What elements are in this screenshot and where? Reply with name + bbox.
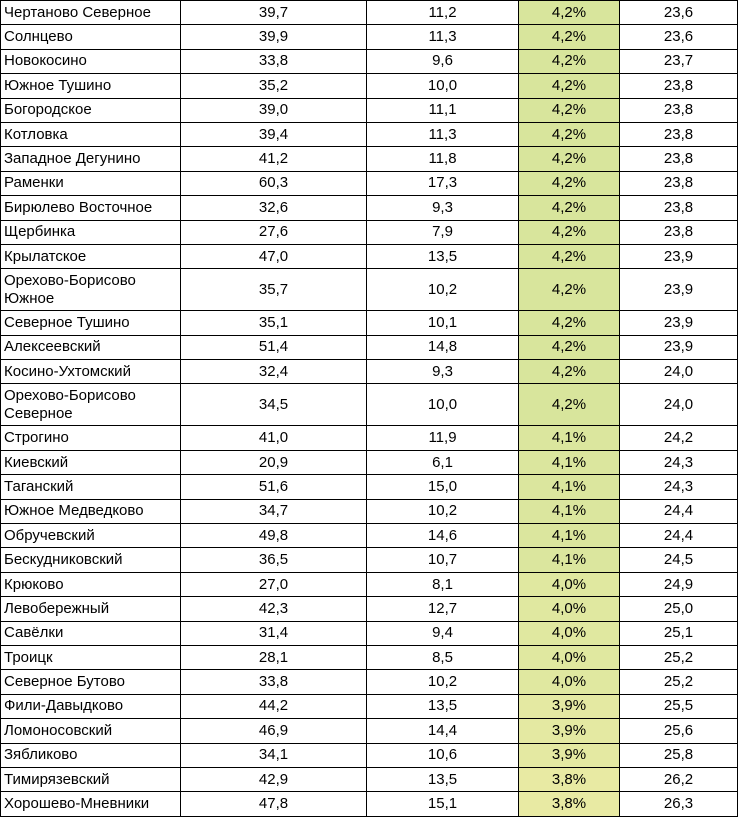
value-cell[interactable]: 34,1 — [181, 743, 367, 767]
value-cell[interactable]: 9,3 — [367, 360, 519, 384]
percent-cell[interactable]: 4,1% — [519, 524, 620, 548]
percent-cell[interactable]: 4,2% — [519, 335, 620, 359]
table-row — [1, 220, 738, 244]
district-name-cell[interactable]: Орехово-Борисово Северное — [1, 384, 181, 426]
table-row — [1, 311, 738, 335]
value-cell[interactable]: 24,2 — [620, 426, 738, 450]
table-row — [1, 475, 738, 499]
value-cell[interactable]: 35,2 — [181, 74, 367, 98]
value-cell[interactable]: 15,0 — [367, 475, 519, 499]
value-cell[interactable]: 24,9 — [620, 572, 738, 596]
value-cell[interactable]: 23,7 — [620, 49, 738, 73]
value-cell[interactable]: 13,5 — [367, 694, 519, 718]
value-cell[interactable]: 39,0 — [181, 98, 367, 122]
value-cell[interactable]: 9,6 — [367, 49, 519, 73]
percent-cell[interactable]: 4,2% — [519, 122, 620, 146]
value-cell[interactable]: 60,3 — [181, 171, 367, 195]
district-name-cell[interactable]: Западное Дегунино — [1, 147, 181, 171]
percent-cell[interactable]: 4,2% — [519, 360, 620, 384]
table-row — [1, 360, 738, 384]
value-cell[interactable]: 39,9 — [181, 25, 367, 49]
table-row — [1, 25, 738, 49]
value-cell[interactable]: 23,6 — [620, 1, 738, 25]
percent-cell[interactable]: 4,0% — [519, 645, 620, 669]
value-cell[interactable]: 10,7 — [367, 548, 519, 572]
percent-cell[interactable]: 4,1% — [519, 548, 620, 572]
district-name-cell[interactable]: Строгино — [1, 426, 181, 450]
percent-cell[interactable]: 4,2% — [519, 98, 620, 122]
value-cell[interactable]: 34,7 — [181, 499, 367, 523]
district-name-cell[interactable]: Бескудниковский — [1, 548, 181, 572]
district-name-cell[interactable]: Косино-Ухтомский — [1, 360, 181, 384]
value-cell[interactable]: 25,1 — [620, 621, 738, 645]
value-cell[interactable]: 41,0 — [181, 426, 367, 450]
district-name-cell[interactable]: Бирюлево Восточное — [1, 196, 181, 220]
district-name-cell[interactable]: Новокосино — [1, 49, 181, 73]
percent-cell[interactable]: 3,8% — [519, 792, 620, 816]
value-cell[interactable]: 14,8 — [367, 335, 519, 359]
table-row — [1, 499, 738, 523]
value-cell[interactable]: 41,2 — [181, 147, 367, 171]
value-cell[interactable]: 24,3 — [620, 475, 738, 499]
value-cell[interactable]: 7,9 — [367, 220, 519, 244]
percent-cell[interactable]: 4,2% — [519, 220, 620, 244]
value-cell[interactable]: 11,9 — [367, 426, 519, 450]
value-cell[interactable]: 27,0 — [181, 572, 367, 596]
value-cell[interactable]: 25,6 — [620, 719, 738, 743]
value-cell[interactable]: 47,0 — [181, 244, 367, 268]
value-cell[interactable]: 11,8 — [367, 147, 519, 171]
table-row — [1, 122, 738, 146]
district-name-cell[interactable]: Киевский — [1, 450, 181, 474]
table-row — [1, 621, 738, 645]
table-row — [1, 1, 738, 25]
table-row — [1, 645, 738, 669]
percent-cell[interactable]: 4,2% — [519, 311, 620, 335]
district-name-cell[interactable]: Орехово-Борисово Южное — [1, 269, 181, 311]
value-cell[interactable]: 14,4 — [367, 719, 519, 743]
value-cell[interactable]: 51,6 — [181, 475, 367, 499]
value-cell[interactable]: 23,9 — [620, 311, 738, 335]
table-row — [1, 694, 738, 718]
district-name-cell[interactable]: Зябликово — [1, 743, 181, 767]
percent-cell[interactable]: 4,2% — [519, 1, 620, 25]
district-name-cell[interactable]: Раменки — [1, 171, 181, 195]
percent-cell[interactable]: 4,0% — [519, 670, 620, 694]
value-cell[interactable]: 25,8 — [620, 743, 738, 767]
value-cell[interactable]: 33,8 — [181, 670, 367, 694]
value-cell[interactable]: 13,5 — [367, 244, 519, 268]
value-cell[interactable]: 23,8 — [620, 196, 738, 220]
percent-cell[interactable]: 4,2% — [519, 269, 620, 311]
district-name-cell[interactable]: Тимирязевский — [1, 767, 181, 791]
percent-cell[interactable]: 4,1% — [519, 499, 620, 523]
value-cell[interactable]: 12,7 — [367, 597, 519, 621]
table-row — [1, 171, 738, 195]
district-name-cell[interactable]: Алексеевский — [1, 335, 181, 359]
table-row — [1, 196, 738, 220]
value-cell[interactable]: 10,0 — [367, 384, 519, 426]
value-cell[interactable]: 20,9 — [181, 450, 367, 474]
value-cell[interactable]: 9,4 — [367, 621, 519, 645]
value-cell[interactable]: 24,4 — [620, 524, 738, 548]
table-row — [1, 426, 738, 450]
value-cell[interactable]: 23,6 — [620, 25, 738, 49]
value-cell[interactable]: 24,3 — [620, 450, 738, 474]
district-name-cell[interactable]: Левобережный — [1, 597, 181, 621]
value-cell[interactable]: 24,0 — [620, 384, 738, 426]
percent-cell[interactable]: 4,2% — [519, 74, 620, 98]
district-name-cell[interactable]: Хорошево-Мневники — [1, 792, 181, 816]
district-name-cell[interactable]: Северное Бутово — [1, 670, 181, 694]
value-cell[interactable]: 47,8 — [181, 792, 367, 816]
district-name-cell[interactable]: Ломоносовский — [1, 719, 181, 743]
table-body — [1, 1, 738, 817]
district-name-cell[interactable]: Котловка — [1, 122, 181, 146]
percent-cell[interactable]: 4,2% — [519, 196, 620, 220]
percent-cell[interactable]: 3,9% — [519, 694, 620, 718]
value-cell[interactable]: 51,4 — [181, 335, 367, 359]
value-cell[interactable]: 8,1 — [367, 572, 519, 596]
value-cell[interactable]: 13,5 — [367, 767, 519, 791]
value-cell[interactable]: 17,3 — [367, 171, 519, 195]
table-row — [1, 792, 738, 816]
table-row — [1, 743, 738, 767]
percent-cell[interactable]: 4,0% — [519, 597, 620, 621]
value-cell[interactable]: 23,8 — [620, 171, 738, 195]
value-cell[interactable]: 9,3 — [367, 196, 519, 220]
table-row — [1, 244, 738, 268]
value-cell[interactable]: 42,9 — [181, 767, 367, 791]
value-cell[interactable]: 10,0 — [367, 74, 519, 98]
district-name-cell[interactable]: Крылатское — [1, 244, 181, 268]
value-cell[interactable]: 28,1 — [181, 645, 367, 669]
district-name-cell[interactable]: Таганский — [1, 475, 181, 499]
value-cell[interactable]: 23,9 — [620, 269, 738, 311]
value-cell[interactable]: 49,8 — [181, 524, 367, 548]
district-name-cell[interactable]: Троицк — [1, 645, 181, 669]
value-cell[interactable]: 24,4 — [620, 499, 738, 523]
table-row — [1, 74, 738, 98]
value-cell[interactable]: 36,5 — [181, 548, 367, 572]
value-cell[interactable]: 42,3 — [181, 597, 367, 621]
value-cell[interactable]: 10,6 — [367, 743, 519, 767]
value-cell[interactable]: 25,2 — [620, 645, 738, 669]
percent-cell[interactable]: 3,9% — [519, 719, 620, 743]
table-row — [1, 767, 738, 791]
value-cell[interactable]: 32,4 — [181, 360, 367, 384]
value-cell[interactable]: 27,6 — [181, 220, 367, 244]
value-cell[interactable]: 31,4 — [181, 621, 367, 645]
table-row — [1, 524, 738, 548]
value-cell[interactable]: 8,5 — [367, 645, 519, 669]
district-name-cell[interactable]: Южное Медведково — [1, 499, 181, 523]
value-cell[interactable]: 11,3 — [367, 122, 519, 146]
value-cell[interactable]: 46,9 — [181, 719, 367, 743]
value-cell[interactable]: 23,9 — [620, 244, 738, 268]
value-cell[interactable]: 10,2 — [367, 670, 519, 694]
value-cell[interactable]: 25,0 — [620, 597, 738, 621]
value-cell[interactable]: 15,1 — [367, 792, 519, 816]
value-cell[interactable]: 39,4 — [181, 122, 367, 146]
table-row — [1, 269, 738, 311]
table-row — [1, 572, 738, 596]
table-row — [1, 450, 738, 474]
percent-cell[interactable]: 4,2% — [519, 171, 620, 195]
value-cell[interactable]: 11,2 — [367, 1, 519, 25]
value-cell[interactable]: 26,3 — [620, 792, 738, 816]
value-cell[interactable]: 24,5 — [620, 548, 738, 572]
value-cell[interactable]: 11,3 — [367, 25, 519, 49]
percent-cell[interactable]: 4,0% — [519, 621, 620, 645]
value-cell[interactable]: 44,2 — [181, 694, 367, 718]
district-name-cell[interactable]: Крюково — [1, 572, 181, 596]
district-name-cell[interactable]: Фили-Давыдково — [1, 694, 181, 718]
value-cell[interactable]: 6,1 — [367, 450, 519, 474]
table-row — [1, 670, 738, 694]
value-cell[interactable]: 25,5 — [620, 694, 738, 718]
percent-cell[interactable]: 4,1% — [519, 475, 620, 499]
value-cell[interactable]: 23,8 — [620, 74, 738, 98]
table-row — [1, 98, 738, 122]
value-cell[interactable]: 10,2 — [367, 499, 519, 523]
value-cell[interactable]: 33,8 — [181, 49, 367, 73]
district-name-cell[interactable]: Обручевский — [1, 524, 181, 548]
district-name-cell[interactable]: Северное Тушино — [1, 311, 181, 335]
district-name-cell[interactable]: Богородское — [1, 98, 181, 122]
percent-cell[interactable]: 4,2% — [519, 244, 620, 268]
percent-cell[interactable]: 4,1% — [519, 426, 620, 450]
value-cell[interactable]: 32,6 — [181, 196, 367, 220]
table-row — [1, 335, 738, 359]
percent-cell[interactable]: 4,2% — [519, 147, 620, 171]
value-cell[interactable]: 23,8 — [620, 220, 738, 244]
table-row — [1, 548, 738, 572]
table-row — [1, 384, 738, 426]
percent-cell[interactable]: 4,1% — [519, 450, 620, 474]
district-name-cell[interactable]: Савёлки — [1, 621, 181, 645]
value-cell[interactable]: 10,1 — [367, 311, 519, 335]
value-cell[interactable]: 23,8 — [620, 147, 738, 171]
value-cell[interactable]: 11,1 — [367, 98, 519, 122]
percent-cell[interactable]: 3,9% — [519, 743, 620, 767]
value-cell[interactable]: 24,0 — [620, 360, 738, 384]
value-cell[interactable]: 14,6 — [367, 524, 519, 548]
table-row — [1, 597, 738, 621]
value-cell[interactable]: 25,2 — [620, 670, 738, 694]
table-row — [1, 49, 738, 73]
value-cell[interactable]: 23,9 — [620, 335, 738, 359]
value-cell[interactable]: 23,8 — [620, 122, 738, 146]
percent-cell[interactable]: 3,8% — [519, 767, 620, 791]
district-name-cell[interactable]: Щербинка — [1, 220, 181, 244]
value-cell[interactable]: 26,2 — [620, 767, 738, 791]
value-cell[interactable]: 23,8 — [620, 98, 738, 122]
district-name-cell[interactable]: Южное Тушино — [1, 74, 181, 98]
district-name-cell[interactable]: Чертаново Северное — [1, 1, 181, 25]
value-cell[interactable]: 35,1 — [181, 311, 367, 335]
percent-cell[interactable]: 4,2% — [519, 49, 620, 73]
percent-cell[interactable]: 4,2% — [519, 384, 620, 426]
table-row — [1, 719, 738, 743]
value-cell[interactable]: 34,5 — [181, 384, 367, 426]
percent-cell[interactable]: 4,0% — [519, 572, 620, 596]
table-row — [1, 147, 738, 171]
value-cell[interactable]: 39,7 — [181, 1, 367, 25]
value-cell[interactable]: 35,7 — [181, 269, 367, 311]
district-name-cell[interactable]: Солнцево — [1, 25, 181, 49]
value-cell[interactable]: 10,2 — [367, 269, 519, 311]
percent-cell[interactable]: 4,2% — [519, 25, 620, 49]
